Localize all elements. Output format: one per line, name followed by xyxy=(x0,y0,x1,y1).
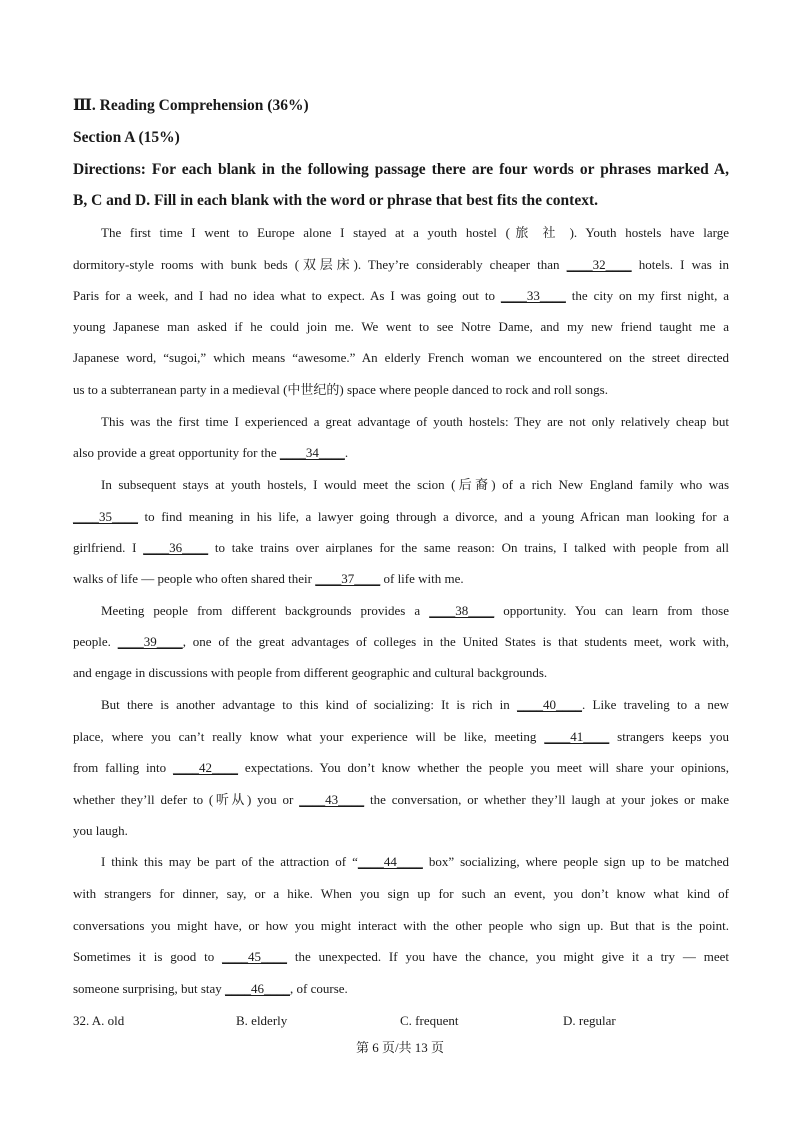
passage-text: us to a subterranean party in a medieval (中世纪的) space where people danced to rock and roll songs. xyxy=(73,382,608,397)
option-c[interactable]: C. frequent xyxy=(400,1013,459,1028)
passage-line xyxy=(73,287,729,305)
answer-blank: ____34____ xyxy=(279,445,345,460)
passage-line xyxy=(101,696,729,714)
passage-text: someone surprising, but stay xyxy=(73,981,226,996)
answer-blank: ____42____ xyxy=(173,760,239,775)
passage-line xyxy=(73,570,729,588)
passage-text: , of course. xyxy=(290,981,348,996)
passage-line xyxy=(73,885,729,903)
passage-line xyxy=(101,476,729,494)
passage-line xyxy=(73,980,729,998)
passage-line xyxy=(73,948,729,966)
passage-text: This was the first time I experienced a great advantage of youth hostels: They are not only relatively cheap but xyxy=(101,414,729,429)
passage-text: box” socializing, where people sign up to be matched xyxy=(422,854,729,869)
option-d[interactable]: D. regular xyxy=(563,1013,616,1028)
passage-text: . xyxy=(344,445,349,460)
passage-text: I think this may be part of the attraction of “ xyxy=(101,854,358,869)
page-number: 第 6 页/共 13 页 xyxy=(355,1040,445,1055)
passage-text: girlfriend. I xyxy=(73,540,144,555)
passage-line xyxy=(73,256,729,274)
answer-blank: ____38____ xyxy=(429,603,495,618)
passage-text: to take trains over airplanes for the same reason: On trains, I talked with people from all xyxy=(208,540,729,555)
passage-text: , one of the great advantages of colleges in the United States is that students meet, work with, xyxy=(182,634,729,649)
passage-text: strangers keeps you xyxy=(609,729,729,744)
passage-line xyxy=(73,728,729,746)
passage-line xyxy=(101,853,729,871)
passage-line xyxy=(73,917,729,935)
passage-text: Sometimes it is good to xyxy=(73,949,223,964)
answer-blank: ____33____ xyxy=(500,288,566,303)
option-b[interactable]: B. elderly xyxy=(236,1013,288,1028)
answer-blank: ____39____ xyxy=(117,634,183,649)
passage-line xyxy=(73,664,729,682)
passage-text: young Japanese man asked if he could join me. We went to see Notre Dame, and my new friend taught me a xyxy=(73,319,729,334)
passage-text: But there is another advantage to this kind of socializing: It is rich in xyxy=(101,697,518,712)
passage-line xyxy=(73,381,729,399)
passage-text: the unexpected. If you have the chance, you might give it a try — meet xyxy=(287,949,729,964)
passage-text: you laugh. xyxy=(73,823,128,838)
passage-text: whether they’ll defer to (听从) you or xyxy=(73,792,300,807)
passage-text: expectations. You don’t know whether the people you meet will share your opinions, xyxy=(238,760,729,775)
answer-blank: ____36____ xyxy=(143,540,209,555)
section-title: Section A (15%) xyxy=(73,129,180,146)
passage-line xyxy=(73,349,729,367)
passage-line xyxy=(73,759,729,777)
passage-line xyxy=(101,602,729,620)
passage-line xyxy=(73,508,729,526)
passage-text: also provide a great opportunity for the xyxy=(73,445,280,460)
passage-text: people. xyxy=(73,634,118,649)
passage-text: Paris for a week, and I had no idea what to expect. As I was going out to xyxy=(73,288,501,303)
passage-text: Meeting people from different backgrounds provides a xyxy=(101,603,430,618)
passage-text: dormitory-style rooms with bunk beds (双层床). They’re considerably cheaper than xyxy=(73,257,567,272)
passage-text: the conversation, or whether they’ll laugh at your jokes or make xyxy=(364,792,729,807)
passage-text: from falling into xyxy=(73,760,174,775)
answer-blank: ____37____ xyxy=(315,571,381,586)
part-title: Ⅲ. Reading Comprehension (36%) xyxy=(73,97,309,114)
passage-text: the city on my first night, a xyxy=(565,288,730,303)
passage-text: . Like traveling to a new xyxy=(582,697,729,712)
passage-text: Japanese word, “sugoi,” which means “awesome.” An elderly French woman we encountered on the street directed xyxy=(73,350,729,365)
passage-text: The first time I went to Europe alone I stayed at a youth hostel (旅 社 ). Youth hostels have large xyxy=(101,225,729,240)
passage-text: place, where you can’t really know what your experience will be like, meeting xyxy=(73,729,545,744)
passage-line xyxy=(73,633,729,651)
passage-line xyxy=(73,822,729,840)
answer-blank: ____35____ xyxy=(73,509,138,524)
answer-blank: ____41____ xyxy=(544,729,610,744)
passage-text: walks of life — people who often shared their xyxy=(73,571,316,586)
option-a[interactable]: 32. A. old xyxy=(73,1013,125,1028)
answer-blank: ____45____ xyxy=(222,949,288,964)
passage-text: to find meaning in his life, a lawyer going through a divorce, and a young African man looking for a xyxy=(138,509,729,524)
answer-blank: ____44____ xyxy=(357,854,423,869)
passage-line xyxy=(73,791,729,809)
passage-text: In subsequent stays at youth hostels, I would meet the scion (后裔) of a rich New England family who was xyxy=(101,477,729,492)
passage-text: of life with me. xyxy=(380,571,464,586)
passage-line xyxy=(101,413,729,431)
answer-blank: ____46____ xyxy=(225,981,291,996)
directions-line-2: B, C and D. Fill in each blank with the word or phrase that best fits the context. xyxy=(73,192,599,209)
passage-line xyxy=(73,444,729,462)
answer-blank: ____40____ xyxy=(517,697,583,712)
passage-text: with strangers for dinner, say, or a hike. When you sign up for such an event, you don’t know what kind of xyxy=(73,886,729,901)
passage-text: and engage in discussions with people from different geographic and cultural backgrounds. xyxy=(73,665,548,680)
directions-line-1: Directions: For each blank in the following passage there are four words or phrases marked A, xyxy=(73,161,729,178)
passage-text: conversations you might have, or how you might interact with the other people who sign up. But that is the point. xyxy=(73,918,729,933)
answer-blank: ____43____ xyxy=(299,792,365,807)
passage-text: hotels. I was in xyxy=(631,257,729,272)
passage-text: opportunity. You can learn from those xyxy=(494,603,729,618)
question-32-options xyxy=(73,1012,729,1030)
passage-line xyxy=(101,224,729,242)
answer-blank: ____32____ xyxy=(566,257,632,272)
passage-line xyxy=(73,318,729,336)
passage-line xyxy=(73,539,729,557)
